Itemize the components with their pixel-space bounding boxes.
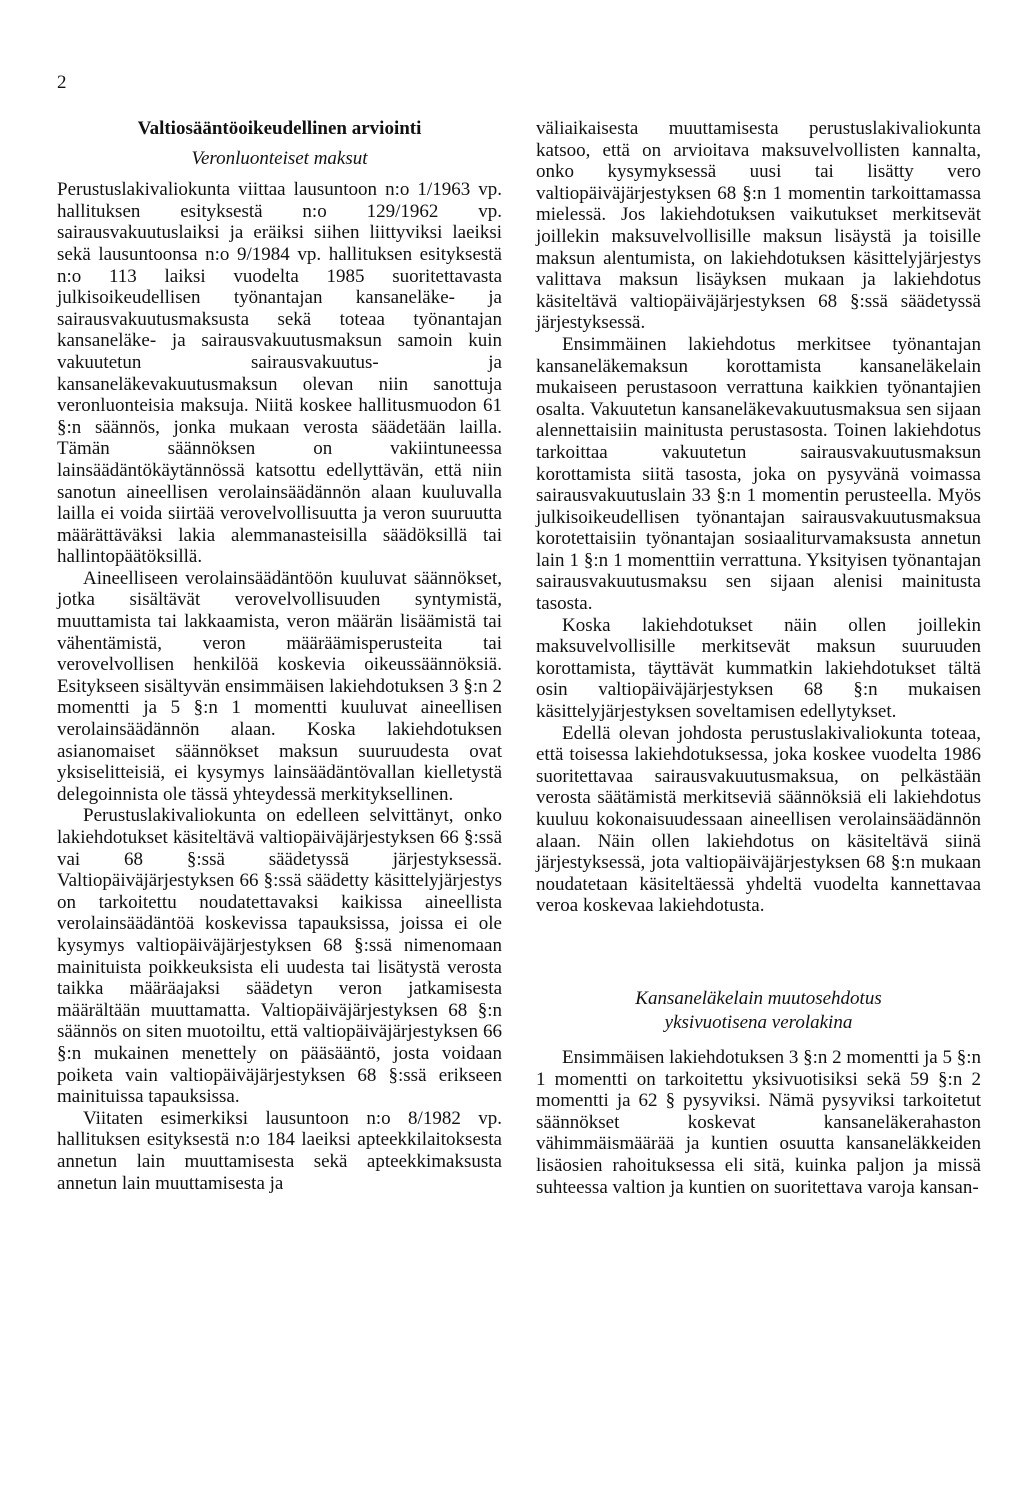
page-number: 2	[57, 72, 67, 93]
paragraph: väliaikaisesta muuttamisesta perustuslakivaliokunta katsoo, että on arvioitava maksuvelvollisten kannalta, onko kysymyksessä uusi tai lisätty vero valtiopäiväjärjestyksen 68 §:n 1 momentin tarkoittamassa mielessä. Jos lakiehdotuksen vaikutukset merkitsevät joillekin maksuvelvollisille maksun lisäystä ja toisille maksun alentumista, on lakiehdotuksen käsittelyjärjestys valittava maksun lisäyksen mukaan ja lakiehdotus käsiteltävä valtiopäiväjärjestyksen 68 §:ssä säädetyssä järjestyksessä.	[536, 118, 981, 334]
paragraph: Perustuslakivaliokunta viittaa lausuntoon n:o 1/1963 vp. hallituksen esityksestä n:o 129/1962 vp. sairausvakuutuslaiksi ja eräiksi siihen liittyviksi laeiksi sekä lausuntoonsa n:o 9/1984 vp. hallituksen esityksestä n:o 113 laiksi vuodelta 1985 suoritettavasta julkisoikeudellisen työnantajan kansaneläke- ja sairausvakuutusmaksusta sekä toteaa työnantajan kansaneläke- ja sairausvakuutusmaksun samoin kuin vakuutetun sairausvakuutus- ja kansaneläkevakuutusmaksun olevan niin sanottuja veronluonteisia maksuja. Niitä koskee hallitusmuodon 61 §:n säännös, jonka mukaan verosta säädetään lailla. Tämän säännöksen on vakiintuneessa lainsäädäntökäytännössä katsottu edellyttävän, että niin sanotun aineellisen verolainsäädännön alaan kuuluvalla lailla ei voida siirtää verovelvollisuutta ja veron suuruutta määrättäväksi lakia alemmanasteisilla säädöksillä tai hallintopäätöksillä.	[57, 179, 502, 568]
subsection-heading-line: yksivuotisena verolakina	[664, 1011, 853, 1033]
paragraph: Perustuslakivaliokunta on edelleen selvittänyt, onko lakiehdotukset käsiteltävä valtiopäiväjärjestyksen 66 §:ssä vai 68 §:ssä säädetyssä järjestyksessä. Valtiopäiväjärjestyksen 66 §:ssä säädetty käsittelyjärjestys on tarkoitettu noudatettavaksi kaikissa aineellista verolainsäädäntöä koskevissa tapauksissa, joissa ei ole kysymys valtiopäiväjärjestyksen 68 §:ssä nimenomaan mainituista poikkeuksista eli uudesta tai lisätystä verosta taikka määräajaksi säädetyn veron jatkamisesta määrältään muuttamatta. Valtiopäiväjärjestyksen 68 §:n säännös on siten muotoiltu, että valtiopäiväjärjestyksen 66 §:n mukainen menettely on pääsääntö, josta voidaan poiketa vain valtiopäiväjärjestyksen 68 §:ssä erikseen mainituissa tapauksissa.	[57, 805, 502, 1108]
paragraph: Ensimmäisen lakiehdotuksen 3 §:n 2 momentti ja 5 §:n 1 momentti on tarkoitettu yksivuotisiksi sekä 59 §:n 2 momentti ja 62 § pysyviksi. Nämä pysyviksi tarkoitetut säännökset koskevat kansaneläkerahaston vähimmäismäärää ja kuntien osuutta kansaneläkkeiden lisäosien rahoituksessa eli sitä, kuinka paljon ja missä suhteessa valtion ja kuntien on suoritettava varoja kansan-	[536, 1046, 982, 1198]
right-column	[536, 118, 981, 1198]
subsection-heading	[536, 987, 981, 1035]
paragraph: Edellä olevan johdosta perustuslakivaliokunta toteaa, että toisessa lakiehdotuksessa, joka koskee vuodelta 1986 suoritettavaa sairausvakuutusmaksua, on pelkästään verosta säätämistä merkitseviä säännöksiä eli lakiehdotus kuuluu kokonaisuudessaan aineellisen verolainsäädännön alaan. Näin ollen lakiehdotus on käsiteltävä siinä järjestyksessä, jota valtiopäiväjärjestyksen 68 §:n mukaan noudatetaan käsiteltäessä yhdeltä vuodelta kannettavaa veroa koskevaa lakiehdotusta.	[536, 722, 981, 917]
paragraph: Viitaten esimerkiksi lausuntoon n:o 8/1982 vp. hallituksen esityksestä n:o 184 laeiksi apteekkilaitoksesta annetun lain muuttamisesta sekä apteekkimaksusta annetun lain muuttamisesta ja	[57, 1107, 502, 1194]
section-heading: Valtiosääntöoikeudellinen arviointi	[137, 118, 422, 139]
paragraph: Ensimmäinen lakiehdotus merkitsee työnantajan kansaneläkemaksun korottamista kansaneläkelain mukaiseen perustasoon verrattuna kaikkien työnantajien osalta. Vakuutetun kansaneläkevakuutusmaksua sen sijaan alennettaisiin mainitusta perustasosta. Toinen lakiehdotus tarkoittaa vakuutetun sairausvakuutusmaksun korottamista siitä tasosta, joka on pysyvänä voimassa sairausvakuutuslain 33 §:n 1 momentin perusteella. Myös julkisoikeudellisen työnantajan sairausvakuutusmaksua korotettaisiin työnantajan sosiaaliturvamaksusta annetun lain 1 §:n 1 momenttiin verrattuna. Yksityisen työnantajan sairausvakuutusmaksu sen sijaan alenisi mainitusta tasosta.	[536, 333, 981, 615]
left-column	[57, 118, 502, 1194]
paragraph: Koska lakiehdotukset näin ollen joillekin maksuvelvollisille merkitsevät maksun suuruuden korottamista, täyttävät kummatkin lakiehdotukset tältä osin valtiopäiväjärjestyksen 68 §:n mukaisen käsittelyjärjestyksen soveltamisen edellytykset.	[536, 614, 981, 723]
section-subheading: Veronluonteiset maksut	[191, 147, 368, 169]
subsection-heading-line: Kansaneläkelain muutosehdotus	[635, 987, 882, 1009]
spacer	[536, 917, 981, 987]
paragraph: Aineelliseen verolainsäädäntöön kuuluvat säännökset, jotka sisältävät verovelvollisuuden syntymistä, muuttamista tai lakkaamista, veron määrän lisäämistä tai vähentämistä, veron määräämisperusteita tai verovelvollisen henkilöä koskevia oikeussäännöksiä. Esitykseen sisältyvän ensimmäisen lakiehdotuksen 3 §:n 2 momentti ja 5 §:n 1 momentti kuuluvat aineellisen verolainsäädännön alaan. Koska lakiehdotuksen asianomaiset säännökset maksun suuruudesta ovat yksiselitteisiä, ei kysymys lainsäädäntövallan kielletystä delegoinnista ole tässä yhteydessä merkityksellinen.	[57, 567, 502, 805]
